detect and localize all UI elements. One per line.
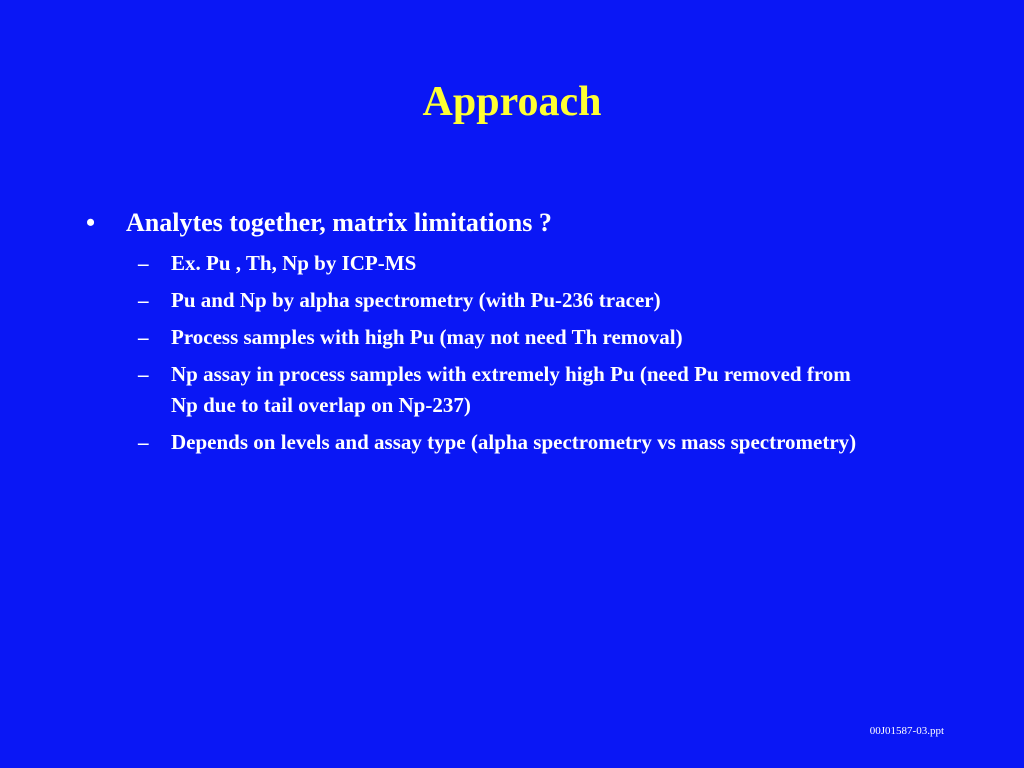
dash-icon: – (138, 325, 149, 349)
sub-bullet-text: Process samples with high Pu (may not need Th removal) (171, 325, 683, 349)
sub-bullet-list (138, 248, 878, 464)
dash-icon: – (138, 362, 149, 386)
sub-bullet-text: Pu and Np by alpha spectrometry (with Pu-236 tracer) (171, 288, 661, 312)
sub-bullet-text: Depends on levels and assay type (alpha spectrometry vs mass spectrometry) (171, 430, 857, 454)
sub-bullet-text: Np assay in process samples with extremely high Pu (need Pu removed from Np due to tail overlap on Np-237) (171, 362, 851, 417)
slide-title: Approach (422, 79, 602, 125)
dash-icon: – (138, 430, 149, 454)
bullet-icon: • (86, 208, 96, 237)
sub-bullet-text: Ex. Pu , Th, Np by ICP-MS (171, 251, 417, 275)
sub-bullet-item (138, 322, 878, 353)
sub-bullet-item (138, 359, 878, 421)
dash-icon: – (138, 288, 149, 312)
main-bullet-text: Analytes together, matrix limitations ? (126, 208, 552, 237)
sub-bullet-item (138, 285, 878, 316)
sub-bullet-item (138, 248, 878, 279)
dash-icon: – (138, 251, 149, 275)
sub-bullet-item (138, 427, 878, 458)
footer-filename: 00J01587-03.ppt (869, 725, 944, 737)
